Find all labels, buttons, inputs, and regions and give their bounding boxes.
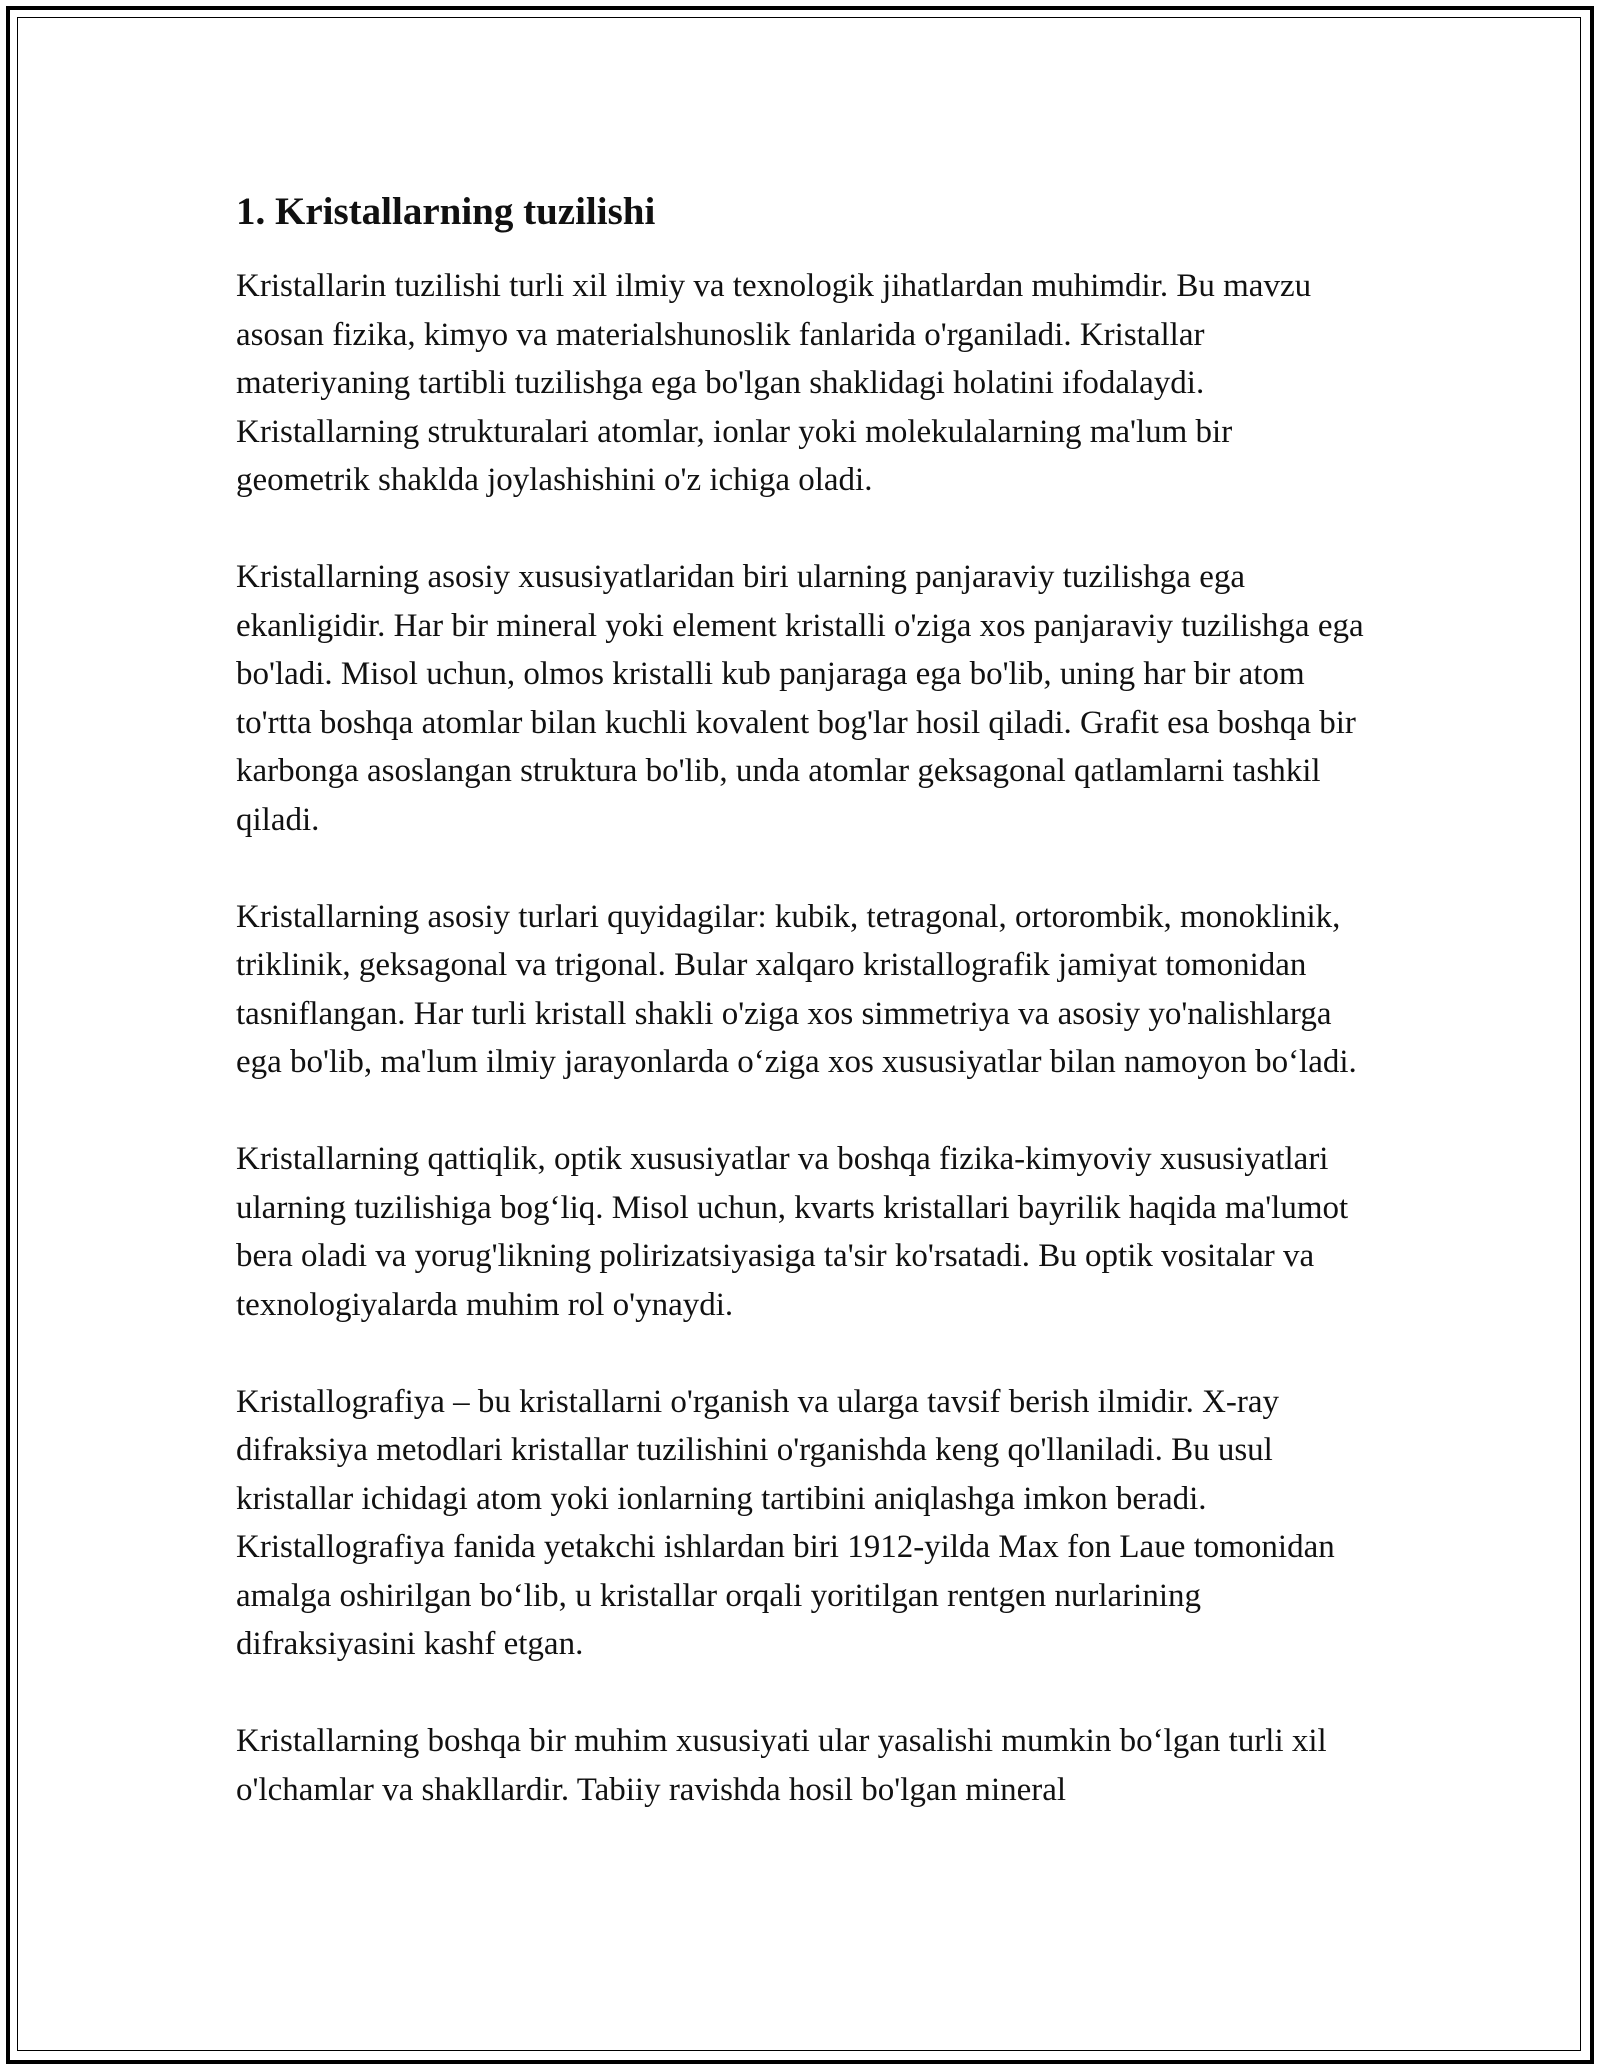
paragraph-4: Kristallarning qattiqlik, optik xususiyatlar va boshqa fizika-kimyoviy xususiyatlari ularning tuzilishiga bog‘liq. Misol uchun, kvarts kristallari bayrilik haqida ma'lumot bera oladi va yorug'likning polirizatsiyasiga ta'sir ko'rsatadi. Bu optik vositalar va texnologiyalarda muhim rol o'ynaydi. bbox=[236, 1141, 1349, 1323]
paragraph-6: Kristallarning boshqa bir muhim xususiyati ular yasalishi mumkin bo‘lgan turli xil o'lchamlar va shakllardir. Tabiiy ravishda hosil bo'lgan mineral bbox=[236, 1723, 1327, 1808]
section-heading: 1. Kristallarning tuzilishi bbox=[236, 190, 656, 233]
paragraph-1: Kristallarin tuzilishi turli xil ilmiy va texnologik jihatlardan muhimdir. Bu mavzu asosan fizika, kimyo va materialshunoslik fanlarida o'rganiladi. Kristallar materiyaning tartibli tuzilishga ega bo'lgan shaklidagi holatini ifodalaydi. Kristallarning strukturalari atomlar, ionlar yoki molekulalarning ma'lum bir geometrik shaklda joylashishini o'z ichiga oladi. bbox=[236, 268, 1312, 498]
paragraph-5: Kristallografiya – bu kristallarni o'rganish va ularga tavsif berish ilmidir. X-ray difraksiya metodlari kristallar tuzilishini o'rganishda keng qo'llaniladi. Bu usul kristallar ichidagi atom yoki ionlarning tartibini aniqlashga imkon beradi. Kristallografiya fanida yetakchi ishlardan biri 1912-yilda Max fon Laue tomonidan amalga oshirilgan bo‘lib, u kristallar orqali yoritilgan rentgen nurlarining difraksiyasini kashf etgan. bbox=[236, 1383, 1335, 1662]
document-body bbox=[236, 188, 1371, 1863]
paragraph-3: Kristallarning asosiy turlari quyidagilar: kubik, tetragonal, ortorombik, monoklinik, triklinik, geksagonal va trigonal. Bular xalqaro kristallografik jamiyat tomonidan tasniflangan. Har turli kristall shakli o'ziga xos simmetriya va asosiy yo'nalishlarga ega bo'lib, ma'lum ilmiy jarayonlarda o‘ziga xos xususiyatlar bilan namoyon bo‘ladi. bbox=[236, 898, 1357, 1080]
paragraph-2: Kristallarning asosiy xususiyatlaridan biri ularning panjaraviy tuzilishga ega ekanligidir. Har bir mineral yoki element kristalli o'ziga xos panjaraviy tuzilishga ega bo'ladi. Misol uchun, olmos kristalli kub panjaraga ega bo'lib, uning har bir atom to'rtta boshqa atomlar bilan kuchli kovalent bog'lar hosil qiladi. Grafit esa boshqa bir karbonga asoslangan struktura bo'lib, unda atomlar geksagonal qatlamlarni tashkil qiladi. bbox=[236, 559, 1364, 838]
